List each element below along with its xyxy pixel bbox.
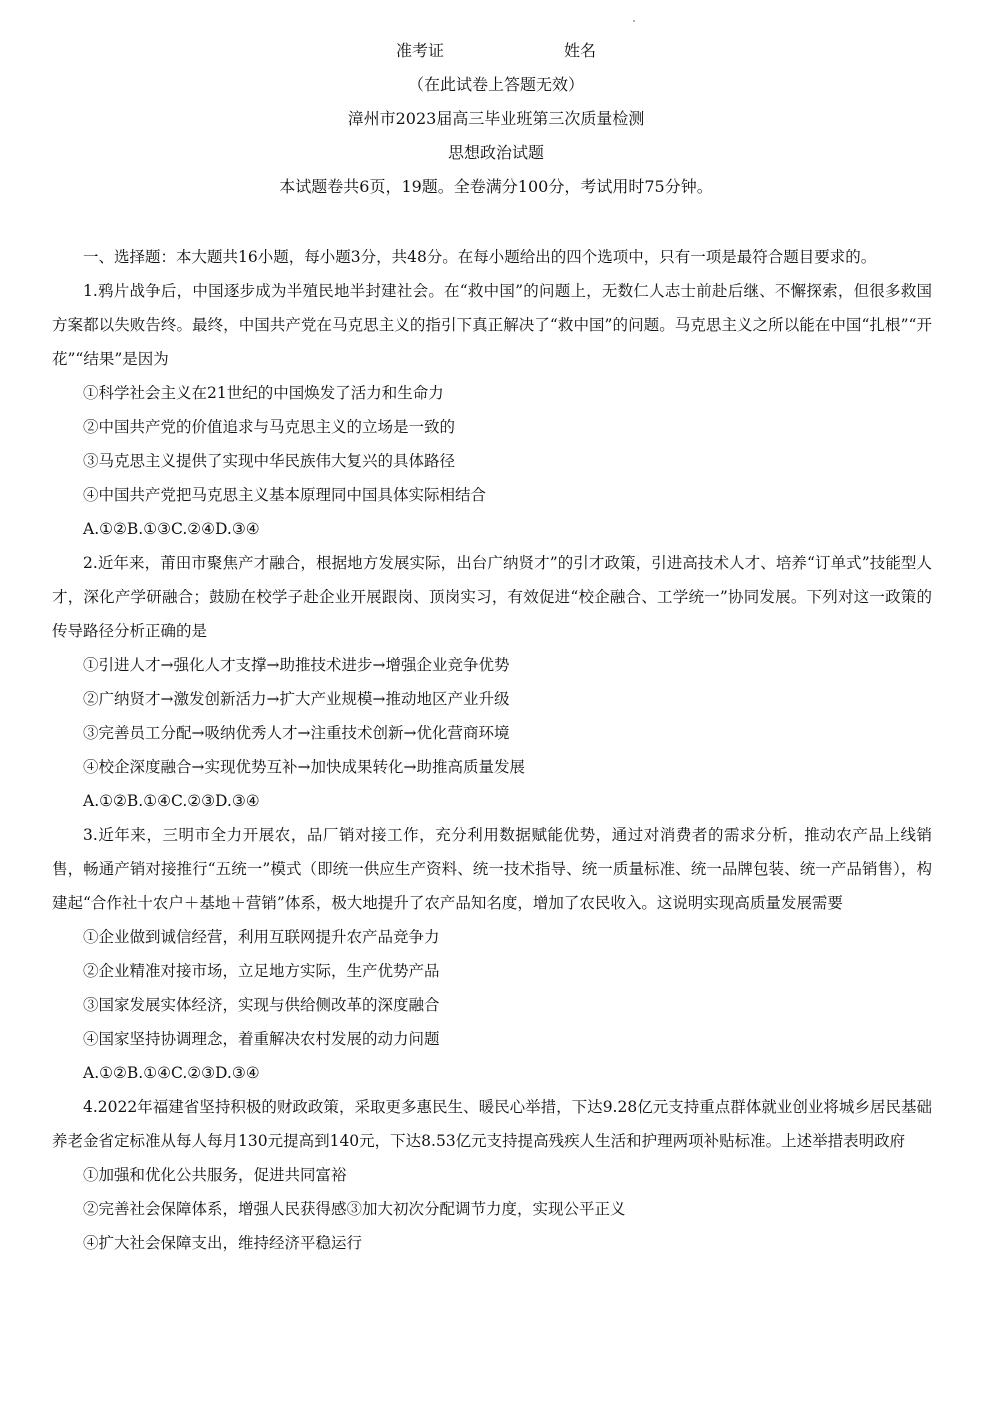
option-item: ①加强和优化公共服务，促进共同富裕 [83, 1166, 347, 1184]
question-1 [52, 274, 932, 546]
option-item: ④国家坚持协调理念，着重解决农村发展的动力问题 [83, 1030, 440, 1048]
option-item: ③完善员工分配→吸纳优秀人才→注重技术创新→优化营商环境 [83, 724, 510, 742]
notice: （在此试卷上答题无效） [407, 75, 584, 94]
option-item: ④扩大社会保障支出，维持经济平稳运行 [83, 1234, 363, 1252]
option-item: ②中国共产党的价值追求与马克思主义的立场是一致的 [83, 418, 456, 436]
question-3 [52, 818, 932, 1090]
question-stem: 3.近年来，三明市全力开展农，品厂销对接工作，充分利用数据赋能优势，通过对消费者的需求分析，推动农产品上线销售，畅通产销对接推行“五统一”模式（即统一供应生产资料、统一技术指导、统一质量标准、统一品牌包装、统一产品销售），构建起“合作社十农户＋基地＋营销”体系，极大地提升了农产品知名度，增加了农民收入。这说明实现高质量发展需要 [52, 826, 932, 912]
exam-title: 漳州市2023届高三毕业班第三次质量检测 [347, 109, 645, 128]
name-label: 姓名 [564, 41, 597, 60]
option-item: ②企业精准对接市场，立足地方实际，生产优势产品 [83, 962, 440, 980]
question-stem: 2.近年来，莆田市聚焦产才融合，根据地方发展实际，出台广纳贤才”的引才政策，引进高技术人才、培养“订单式”技能型人才，深化产学研融合；鼓励在校学子赴企业开展跟岗、顶岗实习，有效促进“校企融合、工学统一”协同发展。下列对这一政策的传导路径分析正确的是 [52, 554, 932, 640]
question-stem: 1.鸦片战争后，中国逐步成为半殖民地半封建社会。在“救中国”的问题上，无数仁人志士前赴后继、不懈探索，但很多救国方案都以失败告终。最终，中国共产党在马克思主义的指引下真正解决了“救中国”的问题。马克思主义之所以能在中国“扎根”“开花”“结果”是因为 [52, 282, 932, 368]
answer-choices: A.①②B.①④C.②③D.③④ [83, 792, 260, 810]
option-item: ④中国共产党把马克思主义基本原理同中国具体实际相结合 [83, 486, 487, 504]
question-2 [52, 546, 932, 818]
scan-speck [633, 20, 635, 22]
section-title: 一、选择题：本大题共16小题，每小题3分，共48分。在每小题给出的四个选项中，只有一项是最符合题目要求的。 [83, 248, 877, 266]
answer-choices: A.①②B.①④C.②③D.③④ [83, 1064, 260, 1082]
option-item: ④校企深度融合→实现优势互补→加快成果转化→助推高质量发展 [83, 758, 525, 776]
question-stem: 4.2022年福建省坚持积极的财政政策，采取更多惠民生、暖民心举措，下达9.28亿元支持重点群体就业创业将城乡居民基础养老金省定标准从每人每月130元提高到140元，下达8.53亿元支持提高残疾人生活和护理两项补贴标准。上述举措表明政府 [52, 1098, 932, 1150]
option-item: ①科学社会主义在21世纪的中国焕发了活力和生命力 [83, 384, 444, 402]
exam-info: 本试题卷共6页，19题。全卷满分100分，考试用时75分钟。 [279, 177, 713, 196]
option-item: ③马克思主义提供了实现中华民族伟大复兴的具体路径 [83, 452, 456, 470]
answer-choices: A.①②B.①③C.②④D.③④ [83, 520, 260, 538]
option-item: ②完善社会保障体系，增强人民获得感③加大初次分配调节力度，实现公平正义 [83, 1200, 626, 1218]
question-4 [52, 1090, 932, 1260]
ticket-label: 准考证 [395, 41, 444, 60]
option-item: ①企业做到诚信经营，利用互联网提升农产品竞争力 [83, 928, 440, 946]
subject-title: 思想政治试题 [447, 143, 544, 162]
option-item: ②广纳贤才→激发创新活力→扩大产业规模→推动地区产业升级 [83, 690, 510, 708]
header-candidate-row [0, 40, 992, 62]
option-item: ①引进人才→强化人才支撑→助推技术进步→增强企业竞争优势 [83, 656, 510, 674]
exam-body [52, 240, 932, 1260]
option-item: ③国家发展实体经济，实现与供给侧改革的深度融合 [83, 996, 440, 1014]
